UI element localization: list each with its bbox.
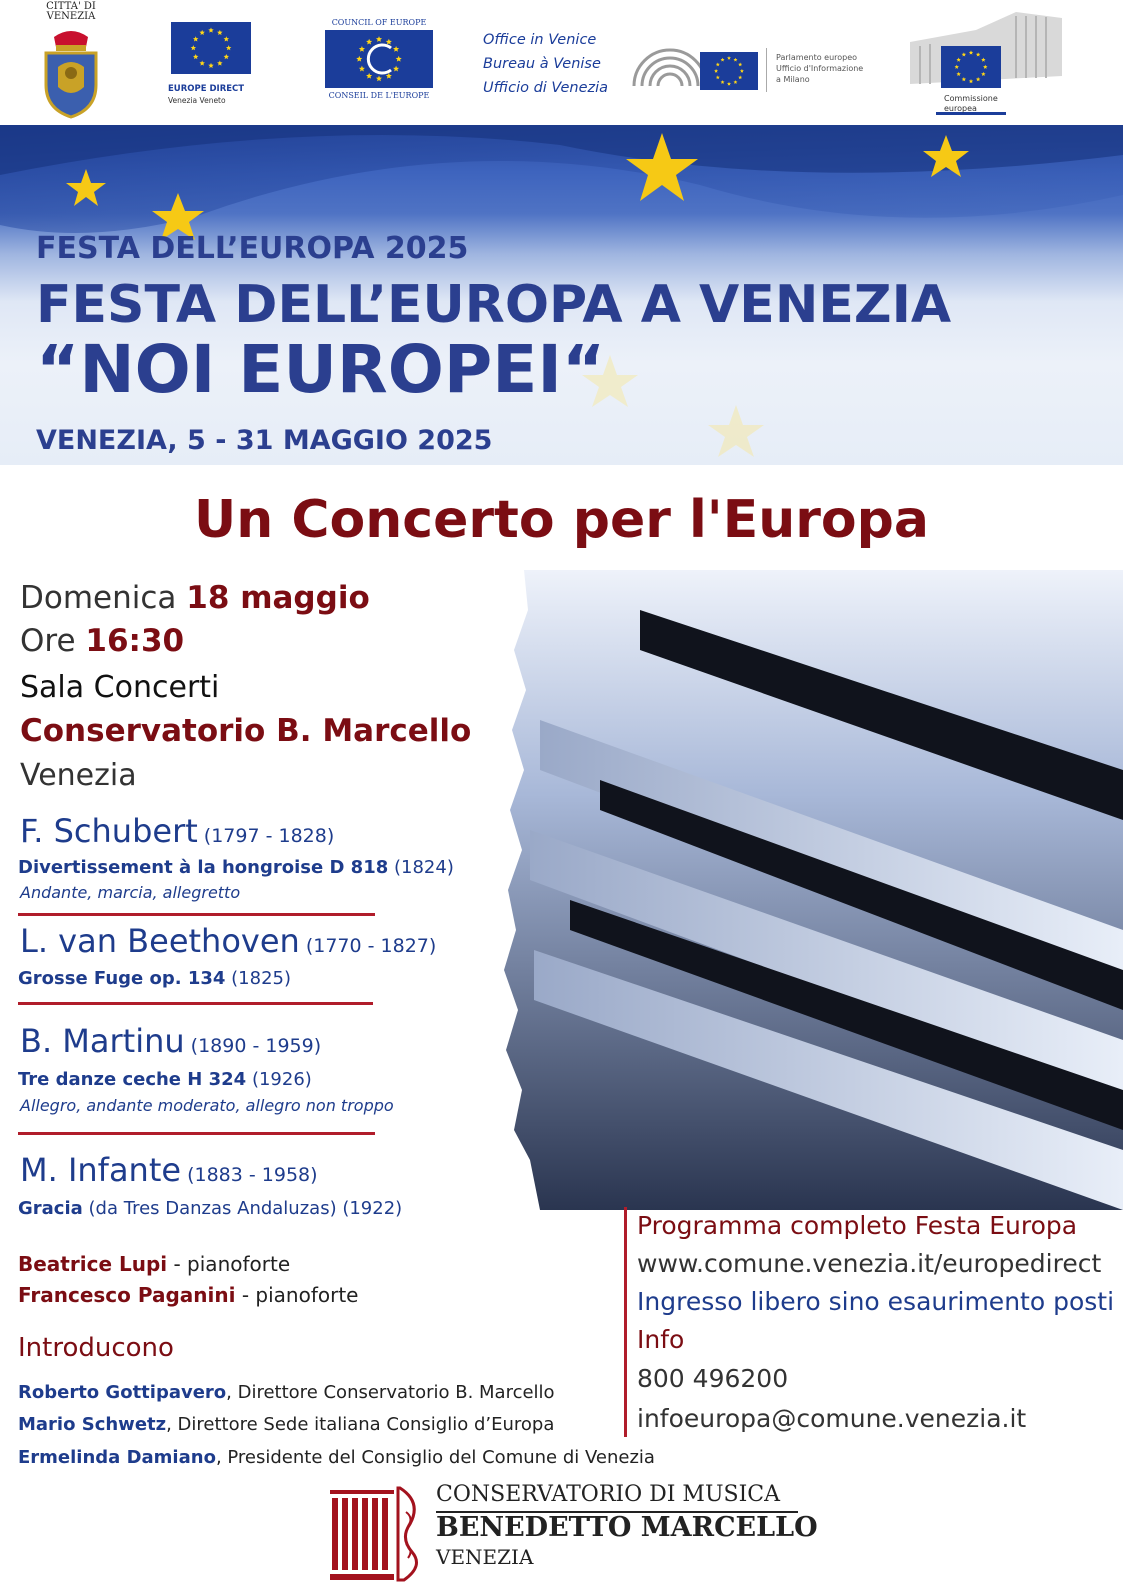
performer-name: Beatrice Lupi	[18, 1252, 168, 1276]
website-link[interactable]: www.comune.venezia.it/europedirect	[637, 1249, 1102, 1278]
conservatorio-building-icon	[330, 1482, 430, 1582]
eu-star	[716, 75, 720, 79]
composer-years: (1797 - 1828)	[203, 825, 335, 847]
coe-bottom-text: CONSEIL DE L'EUROPE	[328, 91, 430, 100]
eu-star	[962, 52, 966, 56]
day-value: 18 maggio	[186, 580, 370, 616]
speaker-name: Roberto Gottipavero	[18, 1382, 227, 1403]
eu-star	[199, 30, 204, 35]
eu-star	[208, 63, 213, 68]
performer-name: Francesco Paganini	[18, 1283, 236, 1307]
eu-star	[193, 36, 198, 41]
phone-number[interactable]: 800 496200	[637, 1364, 789, 1393]
composer-entry	[20, 1022, 321, 1060]
european-parliament-logo	[630, 26, 880, 98]
time-value: 16:30	[85, 623, 185, 659]
ec-line-2: europea	[944, 104, 977, 113]
contact-divider	[624, 1207, 627, 1437]
piece-year: (1922)	[342, 1198, 403, 1219]
conservatorio-line-1: CONSERVATORIO DI MUSICA	[436, 1482, 780, 1507]
piece-extra: (da Tres Danzas Andaluzas)	[82, 1198, 337, 1219]
introduction-title: Introducono	[18, 1333, 174, 1363]
eu-star	[955, 65, 959, 69]
event-day	[20, 580, 370, 616]
banner-line-1: FESTA DELL’EUROPA 2025	[36, 231, 469, 266]
email-link[interactable]: infoeuropa@comune.venezia.it	[637, 1404, 1027, 1433]
section-divider	[18, 1132, 375, 1135]
piece-title	[18, 968, 291, 989]
coe-top-text: COUNCIL OF EUROPE	[331, 18, 427, 27]
ec-line-1: Commissione	[944, 94, 998, 103]
program-label: Programma completo Festa Europa	[637, 1211, 1078, 1240]
ec-eu-flag-icon	[941, 46, 1001, 88]
section-divider	[18, 913, 375, 916]
performer-role: - pianoforte	[167, 1252, 291, 1276]
piano-keys-image	[500, 570, 1123, 1210]
eu-star	[714, 69, 718, 73]
office-in-venice-text	[483, 28, 608, 100]
eu-star	[976, 77, 980, 81]
eu-star	[969, 50, 973, 54]
ep-line-3: a Milano	[776, 75, 810, 84]
speaker-name: Ermelinda Damiano	[18, 1447, 216, 1468]
venezia-crest-icon	[40, 25, 102, 119]
banner-dates: VENEZIA, 5 - 31 MAGGIO 2025	[36, 425, 493, 456]
speaker-role: , Presidente del Consiglio del Comune di Venezia	[215, 1447, 655, 1468]
ep-eu-flag-icon	[700, 52, 758, 90]
day-label: Domenica	[20, 580, 177, 616]
composer-name: B. Martinu	[20, 1022, 185, 1060]
speaker	[18, 1382, 555, 1403]
piece-title	[18, 1198, 402, 1219]
piece-year: (1825)	[231, 968, 292, 989]
ec-stars-ring	[941, 46, 1001, 88]
eu-star	[956, 72, 960, 76]
eu-star	[721, 80, 725, 84]
piece-name: Tre danze ceche H 324	[18, 1069, 247, 1090]
coe-c-icon	[325, 30, 433, 88]
composer-years: (1890 - 1959)	[190, 1035, 322, 1057]
speaker-role: , Direttore Sede italiana Consiglio d’Europa	[166, 1414, 555, 1435]
piece-name: Divertissement à la hongroise D 818	[18, 857, 389, 878]
eu-star	[224, 36, 229, 41]
eu-star	[981, 72, 985, 76]
eu-star	[738, 62, 742, 66]
conservatorio-logo	[330, 1482, 818, 1582]
eu-star	[969, 79, 973, 83]
venezia-logo-text: CITTA' DI VENEZIA	[46, 1, 96, 22]
eu-star	[733, 80, 737, 84]
citta-di-venezia-logo	[36, 2, 106, 119]
event-venue: Conservatorio B. Marcello	[20, 713, 472, 749]
eu-star	[217, 30, 222, 35]
eu-star	[976, 52, 980, 56]
eu-star	[962, 77, 966, 81]
eu-star	[981, 58, 985, 62]
ep-line-1: Parlamento europeo	[776, 53, 858, 62]
free-entry-note: Ingresso libero sino esaurimento posti	[637, 1287, 1115, 1316]
office-line-1: Office in Venice	[483, 32, 597, 48]
ep-text	[776, 52, 863, 85]
info-label: Info	[637, 1325, 685, 1354]
composer-entry	[20, 1151, 318, 1189]
piece-title	[18, 1069, 312, 1090]
office-line-3: Ufficio di Venezia	[483, 80, 609, 96]
european-commission-logo	[906, 12, 1066, 120]
piece-year: (1926)	[251, 1069, 312, 1090]
composer-name: L. van Beethoven	[20, 922, 300, 960]
eu-star	[738, 75, 742, 79]
piece-name: Gracia	[18, 1198, 83, 1219]
eu-star	[956, 58, 960, 62]
composer-name: M. Infante	[20, 1151, 182, 1189]
eu-stars-ring	[171, 22, 251, 74]
composer-entry	[20, 812, 334, 850]
eu-star	[727, 56, 731, 60]
event-time	[20, 623, 184, 659]
composer-name: F. Schubert	[20, 812, 198, 850]
piece-year: (1824)	[393, 857, 454, 878]
coe-emblem-icon	[325, 30, 433, 88]
europe-direct-subtitle: Venezia Veneto	[168, 96, 226, 105]
piece-title	[18, 857, 454, 878]
event-city: Venezia	[20, 758, 137, 793]
concert-title: Un Concerto per l'Europa	[194, 490, 929, 550]
composer-years: (1770 - 1827)	[305, 935, 437, 957]
ep-stars-ring	[700, 52, 758, 90]
eu-star	[226, 45, 231, 50]
ep-line-2: Ufficio d'Informazione	[776, 64, 864, 73]
speaker-name: Mario Schwetz	[18, 1414, 167, 1435]
conservatorio-line-3: VENEZIA	[436, 1545, 534, 1569]
performer	[18, 1283, 358, 1307]
eu-star	[733, 58, 737, 62]
performer	[18, 1252, 290, 1276]
office-line-2: Bureau à Venise	[483, 56, 601, 72]
conservatorio-line-2: BENEDETTO MARCELLO	[436, 1512, 818, 1543]
council-of-europe-logo	[325, 18, 433, 100]
eu-star	[217, 60, 222, 65]
ep-separator	[766, 48, 767, 92]
eu-star	[721, 58, 725, 62]
partner-logos-bar	[0, 0, 1123, 125]
europe-direct-title: EUROPE DIRECT	[168, 84, 245, 94]
eu-star	[224, 54, 229, 59]
parliament-hemicycle-icon	[630, 30, 710, 90]
speaker	[18, 1414, 554, 1435]
composer-entry	[20, 922, 436, 960]
festa-europa-banner	[0, 125, 1123, 465]
europe-direct-logo	[168, 22, 254, 105]
piece-movements: Andante, marcia, allegretto	[20, 883, 241, 902]
time-label: Ore	[20, 623, 76, 659]
event-hall: Sala Concerti	[20, 670, 220, 705]
eu-flag-icon	[171, 22, 251, 74]
eu-star	[199, 60, 204, 65]
section-divider	[18, 1002, 373, 1005]
eu-star	[983, 65, 987, 69]
banner-line-3: “NOI EUROPEI“	[36, 331, 606, 408]
eu-star	[727, 82, 731, 86]
eu-star	[191, 45, 196, 50]
ec-text	[944, 94, 998, 114]
banner-line-2: FESTA DELL’EUROPA A VENEZIA	[36, 275, 952, 335]
speaker	[18, 1447, 655, 1468]
eu-star	[193, 54, 198, 59]
eu-star	[740, 69, 744, 73]
composer-years: (1883 - 1958)	[187, 1164, 318, 1186]
piece-movements: Allegro, andante moderato, allegro non troppo	[20, 1096, 394, 1115]
piece-name: Grosse Fuge op. 134	[18, 968, 226, 989]
speaker-role: , Direttore Conservatorio B. Marcello	[226, 1382, 555, 1403]
eu-star	[716, 62, 720, 66]
performer-role: - pianoforte	[235, 1283, 359, 1307]
eu-star	[208, 27, 213, 32]
